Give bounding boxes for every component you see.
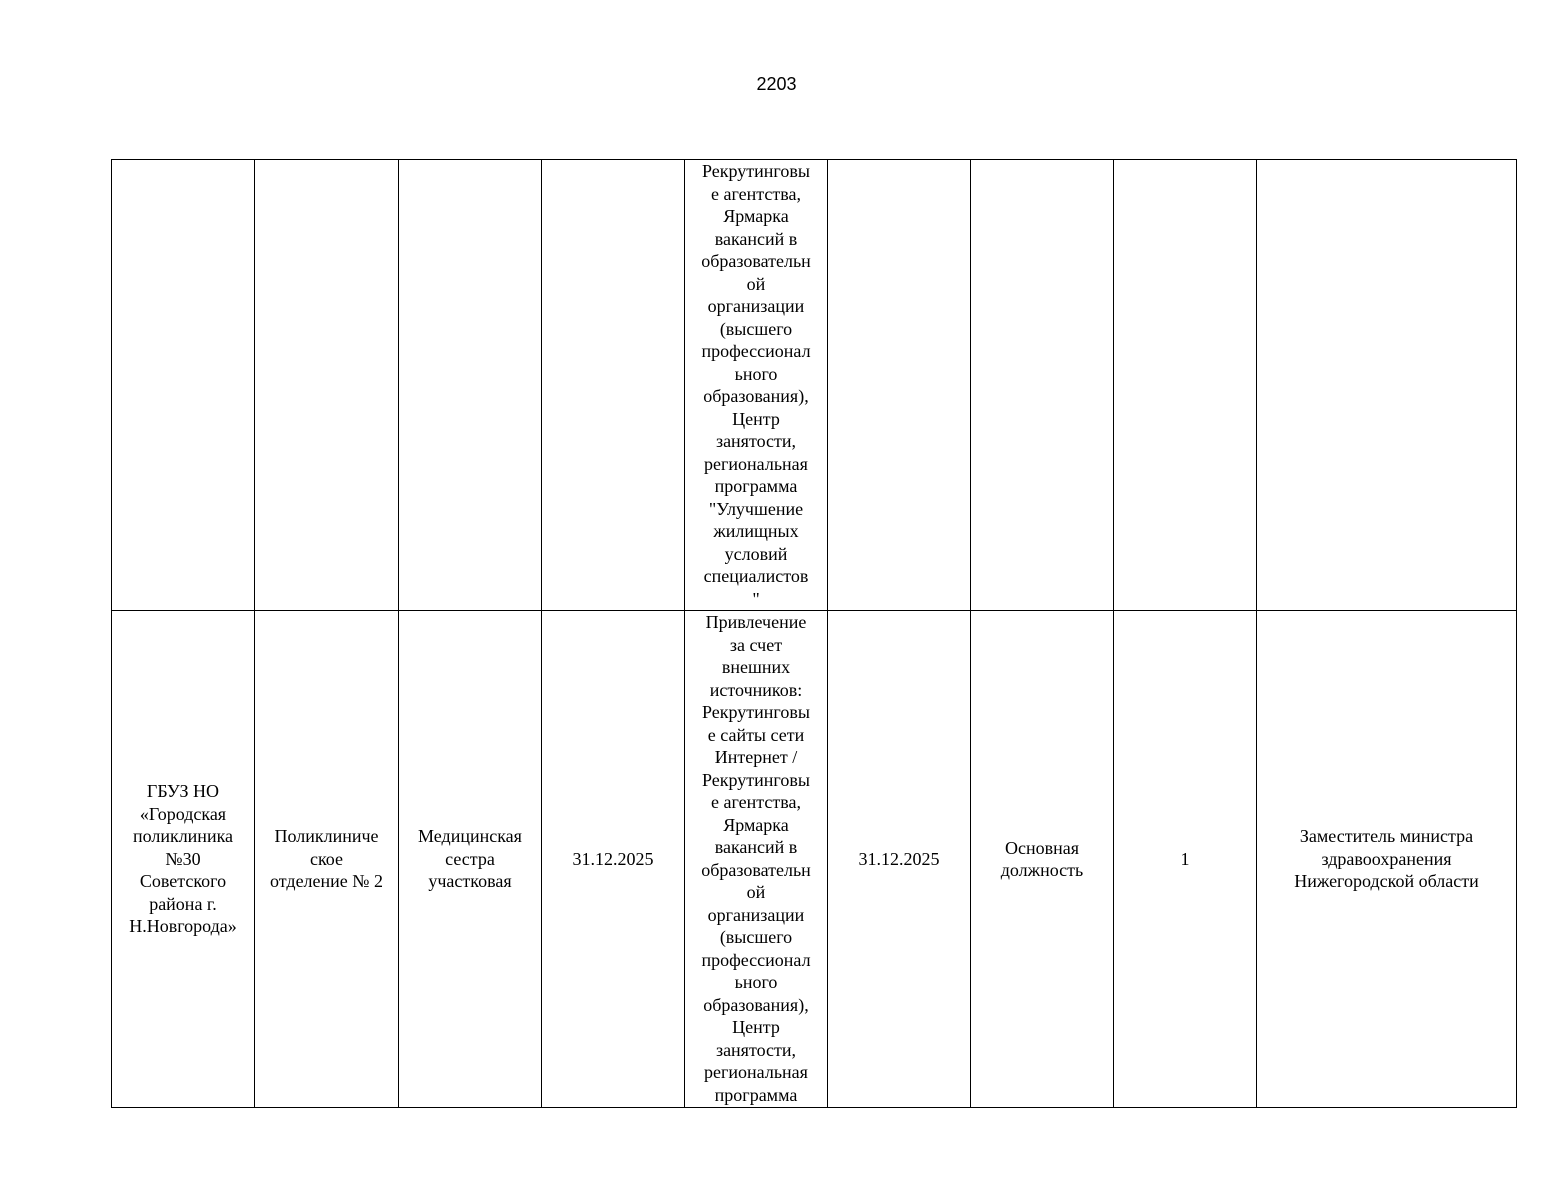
recruitment-sources-cell: Привлечение за счет внешних источников: Рекрутинговы е сайты сети Интернет / Рекрутинговы е агентства, Ярмарка вакансий в образовательн ой организации (высшего профессионал ьного образования), Центр занятости, региональная программа (685, 611, 828, 1108)
date-cell (828, 160, 971, 611)
position-cell (399, 160, 542, 611)
page-number: 2203 (756, 74, 797, 94)
organization-cell (112, 160, 255, 611)
recruitment-sources-cell: Рекрутинговы е агентства, Ярмарка вакансий в образовательн ой организации (высшего профессионал ьного образования), Центр занятости, региональная программа "Улучшение жилищных условий специалистов " (685, 160, 828, 611)
responsible-cell: Заместитель министра здравоохранения Нижегородской области (1257, 611, 1517, 1108)
date-cell: 31.12.2025 (828, 611, 971, 1108)
responsible-cell (1257, 160, 1517, 611)
department-cell: Поликлиниче ское отделение № 2 (255, 611, 399, 1108)
position-cell: Медицинская сестра участковая (399, 611, 542, 1108)
table-row (112, 160, 1517, 611)
count-cell: 1 (1114, 611, 1257, 1108)
date-cell: 31.12.2025 (542, 611, 685, 1108)
organization-cell: ГБУЗ НО «Городская поликлиника №30 Советского района г. Н.Новгорода» (112, 611, 255, 1108)
table-row (112, 611, 1517, 1108)
document-table (111, 159, 1517, 1108)
department-cell (255, 160, 399, 611)
position-type-cell (971, 160, 1114, 611)
date-cell (542, 160, 685, 611)
count-cell (1114, 160, 1257, 611)
position-type-cell: Основная должность (971, 611, 1114, 1108)
